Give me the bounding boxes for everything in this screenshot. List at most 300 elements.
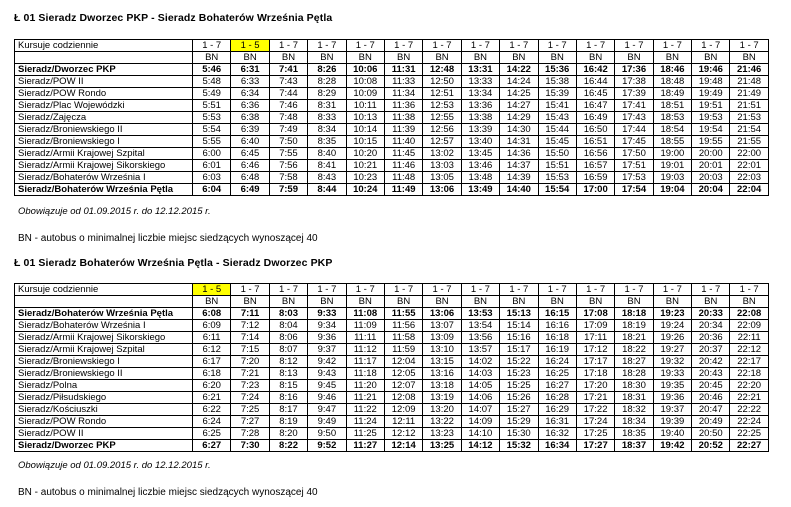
departure-time: 16:24	[538, 356, 576, 368]
departure-time: 15:53	[538, 172, 576, 184]
route2-legend: BN - autobus o minimalnej liczbie miejsc siedzących wynoszącej 40	[18, 487, 318, 498]
departure-time: 17:36	[615, 64, 653, 76]
departure-time: 14:27	[500, 100, 538, 112]
departure-time: 18:46	[653, 64, 691, 76]
departure-time: 15:23	[500, 368, 538, 380]
departure-time: 6:27	[193, 440, 231, 452]
departure-time: 5:54	[193, 124, 231, 136]
departure-time: 19:48	[692, 76, 730, 88]
day-type-cell: 1 - 7	[461, 284, 499, 296]
departure-time: 13:23	[423, 428, 461, 440]
departure-time: 13:03	[423, 160, 461, 172]
departure-time: 6:34	[231, 88, 269, 100]
departure-time: 21:55	[730, 136, 768, 148]
day-type-cell: 1 - 7	[653, 284, 691, 296]
departure-time: 11:45	[384, 148, 422, 160]
departure-time: 7:11	[231, 308, 269, 320]
departure-time: 18:18	[615, 308, 653, 320]
departure-time: 18:51	[653, 100, 691, 112]
stop-row	[15, 124, 769, 136]
stop-row	[15, 344, 769, 356]
stop-name: Sieradz/POW II	[15, 428, 193, 440]
departure-time: 18:22	[615, 344, 653, 356]
departure-time: 22:11	[730, 332, 768, 344]
departure-time: 22:24	[730, 416, 768, 428]
departure-time: 14:05	[461, 380, 499, 392]
departure-time: 19:35	[653, 380, 691, 392]
kursy-label: Kursuje codziennie	[15, 40, 193, 52]
bus-type-cell: BN	[461, 52, 499, 64]
bus-type-cell: BN	[576, 52, 614, 64]
departure-time: 20:37	[692, 344, 730, 356]
departure-time: 19:32	[653, 356, 691, 368]
departure-time: 14:30	[500, 124, 538, 136]
departure-time: 6:09	[193, 320, 231, 332]
departure-time: 11:39	[384, 124, 422, 136]
departure-time: 13:38	[461, 112, 499, 124]
stop-row	[15, 320, 769, 332]
departure-time: 11:20	[346, 380, 384, 392]
departure-time: 8:15	[269, 380, 307, 392]
departure-time: 7:25	[231, 404, 269, 416]
departure-time: 17:41	[615, 100, 653, 112]
departure-time: 21:53	[730, 112, 768, 124]
departure-time: 15:29	[500, 416, 538, 428]
bus-type-cell: BN	[231, 52, 269, 64]
departure-time: 16:31	[538, 416, 576, 428]
departure-time: 17:12	[576, 344, 614, 356]
departure-time: 8:03	[269, 308, 307, 320]
departure-time: 22:27	[730, 440, 768, 452]
departure-time: 10:06	[346, 64, 384, 76]
departure-time: 19:04	[653, 184, 691, 196]
departure-time: 14:25	[500, 88, 538, 100]
departure-time: 5:46	[193, 64, 231, 76]
day-type-cell: 1 - 7	[308, 284, 346, 296]
departure-time: 5:53	[193, 112, 231, 124]
bus-type-cell: BN	[576, 296, 614, 308]
departure-time: 17:44	[615, 124, 653, 136]
departure-time: 14:36	[500, 148, 538, 160]
day-type-cell: 1 - 7	[269, 284, 307, 296]
departure-time: 16:51	[576, 136, 614, 148]
day-type-cell: 1 - 7	[730, 284, 768, 296]
departure-time: 15:39	[538, 88, 576, 100]
day-type-cell: 1 - 7	[269, 40, 307, 52]
departure-time: 14:09	[461, 416, 499, 428]
departure-time: 13:25	[423, 440, 461, 452]
route1-title: Ł 01 Sieradz Dworzec PKP - Sieradz Bohaterów Września Pętla	[14, 12, 333, 24]
departure-time: 17:08	[576, 308, 614, 320]
departure-time: 11:17	[346, 356, 384, 368]
departure-time: 18:28	[615, 368, 653, 380]
departure-time: 15:16	[500, 332, 538, 344]
departure-time: 11:38	[384, 112, 422, 124]
bus-type-cell: BN	[730, 296, 768, 308]
departure-time: 18:55	[653, 136, 691, 148]
departure-time: 19:42	[653, 440, 691, 452]
departure-time: 17:25	[576, 428, 614, 440]
departure-time: 11:55	[384, 308, 422, 320]
departure-time: 5:55	[193, 136, 231, 148]
stop-row	[15, 368, 769, 380]
departure-time: 18:21	[615, 332, 653, 344]
stop-row	[15, 332, 769, 344]
departure-time: 6:21	[193, 392, 231, 404]
departure-time: 13:34	[461, 88, 499, 100]
departure-time: 6:45	[231, 148, 269, 160]
departure-time: 12:11	[384, 416, 422, 428]
departure-time: 6:36	[231, 100, 269, 112]
departure-time: 18:49	[653, 88, 691, 100]
departure-time: 16:45	[576, 88, 614, 100]
departure-time: 17:27	[576, 440, 614, 452]
departure-time: 11:58	[384, 332, 422, 344]
departure-time: 9:34	[308, 320, 346, 332]
day-type-cell: 1 - 5	[193, 284, 231, 296]
departure-time: 7:44	[269, 88, 307, 100]
day-type-cell: 1 - 7	[538, 284, 576, 296]
stop-name: Sieradz/POW II	[15, 76, 193, 88]
departure-time: 13:10	[423, 344, 461, 356]
bus-type-cell: BN	[193, 52, 231, 64]
departure-time: 22:17	[730, 356, 768, 368]
departure-time: 17:09	[576, 320, 614, 332]
day-type-cell: 1 - 7	[692, 40, 730, 52]
departure-time: 18:31	[615, 392, 653, 404]
departure-time: 19:23	[653, 308, 691, 320]
departure-time: 15:17	[500, 344, 538, 356]
departure-time: 12:51	[423, 88, 461, 100]
departure-time: 19:00	[653, 148, 691, 160]
departure-time: 15:14	[500, 320, 538, 332]
departure-time: 20:47	[692, 404, 730, 416]
departure-time: 6:25	[193, 428, 231, 440]
stop-name: Sieradz/Bohaterów Września I	[15, 172, 193, 184]
departure-time: 11:12	[346, 344, 384, 356]
departure-time: 12:04	[384, 356, 422, 368]
day-type-cell: 1 - 7	[576, 284, 614, 296]
departure-time: 22:03	[730, 172, 768, 184]
departure-time: 18:54	[653, 124, 691, 136]
stop-row	[15, 308, 769, 320]
departure-time: 8:13	[269, 368, 307, 380]
departure-time: 7:43	[269, 76, 307, 88]
departure-time: 15:13	[500, 308, 538, 320]
departure-time: 13:33	[461, 76, 499, 88]
departure-time: 22:09	[730, 320, 768, 332]
departure-time: 5:49	[193, 88, 231, 100]
departure-time: 19:54	[692, 124, 730, 136]
departure-time: 11:09	[346, 320, 384, 332]
departure-time: 12:07	[384, 380, 422, 392]
day-type-cell: 1 - 5	[231, 40, 269, 52]
departure-time: 8:04	[269, 320, 307, 332]
departure-time: 19:33	[653, 368, 691, 380]
departure-time: 19:55	[692, 136, 730, 148]
departure-time: 9:52	[308, 440, 346, 452]
departure-time: 11:56	[384, 320, 422, 332]
day-type-cell: 1 - 7	[346, 40, 384, 52]
departure-time: 13:56	[461, 332, 499, 344]
departure-time: 5:51	[193, 100, 231, 112]
departure-time: 13:40	[461, 136, 499, 148]
stop-name: Sieradz/Armii Krajowej Szpital	[15, 148, 193, 160]
departure-time: 6:20	[193, 380, 231, 392]
day-type-cell: 1 - 7	[384, 40, 422, 52]
departure-time: 11:27	[346, 440, 384, 452]
departure-time: 15:36	[538, 64, 576, 76]
departure-time: 21:49	[730, 88, 768, 100]
departure-time: 14:24	[500, 76, 538, 88]
bus-type-cell: BN	[269, 296, 307, 308]
departure-time: 9:37	[308, 344, 346, 356]
departure-time: 16:50	[576, 124, 614, 136]
bus-type-cell: BN	[730, 52, 768, 64]
route1-timetable	[14, 39, 769, 196]
departure-time: 13:22	[423, 416, 461, 428]
departure-time: 16:34	[538, 440, 576, 452]
departure-time: 7:24	[231, 392, 269, 404]
departure-time: 8:43	[308, 172, 346, 184]
departure-time: 17:24	[576, 416, 614, 428]
departure-time: 22:12	[730, 344, 768, 356]
departure-time: 13:31	[461, 64, 499, 76]
departure-time: 18:37	[615, 440, 653, 452]
departure-time: 18:30	[615, 380, 653, 392]
bus-type-row	[15, 52, 769, 64]
departure-time: 6:49	[231, 184, 269, 196]
departure-time: 17:50	[615, 148, 653, 160]
departure-time: 19:49	[692, 88, 730, 100]
stop-name: Sieradz/POW Rondo	[15, 88, 193, 100]
departure-time: 18:27	[615, 356, 653, 368]
bus-type-cell: BN	[692, 296, 730, 308]
departure-time: 13:16	[423, 368, 461, 380]
departure-time: 6:03	[193, 172, 231, 184]
departure-time: 6:39	[231, 124, 269, 136]
stop-row	[15, 392, 769, 404]
departure-time: 10:15	[346, 136, 384, 148]
departure-time: 17:17	[576, 356, 614, 368]
departure-time: 9:49	[308, 416, 346, 428]
departure-time: 6:22	[193, 404, 231, 416]
departure-time: 7:50	[269, 136, 307, 148]
departure-time: 7:30	[231, 440, 269, 452]
departure-time: 11:31	[384, 64, 422, 76]
departure-time: 7:28	[231, 428, 269, 440]
bus-type-cell: BN	[423, 296, 461, 308]
stop-name: Sieradz/Kościuszki	[15, 404, 193, 416]
day-type-cell: 1 - 7	[384, 284, 422, 296]
departure-time: 13:54	[461, 320, 499, 332]
departure-time: 12:50	[423, 76, 461, 88]
departure-time: 13:49	[461, 184, 499, 196]
departure-time: 16:19	[538, 344, 576, 356]
route2-timetable	[14, 283, 769, 452]
days-header-row	[15, 40, 769, 52]
departure-time: 21:48	[730, 76, 768, 88]
departure-time: 10:09	[346, 88, 384, 100]
departure-time: 18:32	[615, 404, 653, 416]
departure-time: 8:20	[269, 428, 307, 440]
departure-time: 12:57	[423, 136, 461, 148]
day-type-cell: 1 - 7	[615, 284, 653, 296]
departure-time: 8:40	[308, 148, 346, 160]
departure-time: 19:51	[692, 100, 730, 112]
stop-row	[15, 404, 769, 416]
departure-time: 6:18	[193, 368, 231, 380]
departure-time: 12:09	[384, 404, 422, 416]
departure-time: 11:48	[384, 172, 422, 184]
departure-time: 6:46	[231, 160, 269, 172]
departure-time: 16:25	[538, 368, 576, 380]
departure-time: 13:20	[423, 404, 461, 416]
departure-time: 16:57	[576, 160, 614, 172]
departure-time: 11:36	[384, 100, 422, 112]
departure-time: 16:56	[576, 148, 614, 160]
departure-time: 14:40	[500, 184, 538, 196]
departure-time: 13:45	[461, 148, 499, 160]
departure-time: 13:09	[423, 332, 461, 344]
departure-time: 11:25	[346, 428, 384, 440]
departure-time: 14:07	[461, 404, 499, 416]
stop-name: Sieradz/Piłsudskiego	[15, 392, 193, 404]
stop-row	[15, 172, 769, 184]
departure-time: 7:21	[231, 368, 269, 380]
departure-time: 10:21	[346, 160, 384, 172]
departure-time: 18:34	[615, 416, 653, 428]
departure-time: 13:06	[423, 308, 461, 320]
stop-name: Sieradz/Dworzec PKP	[15, 64, 193, 76]
departure-time: 14:22	[500, 64, 538, 76]
departure-time: 9:36	[308, 332, 346, 344]
day-type-cell: 1 - 7	[423, 40, 461, 52]
departure-time: 8:34	[308, 124, 346, 136]
departure-time: 20:04	[692, 184, 730, 196]
departure-time: 6:12	[193, 344, 231, 356]
stop-name: Sieradz/Broniewskiego I	[15, 356, 193, 368]
bus-type-cell: BN	[615, 52, 653, 64]
departure-time: 7:41	[269, 64, 307, 76]
departure-time: 6:40	[231, 136, 269, 148]
stop-row	[15, 88, 769, 100]
day-type-cell: 1 - 7	[423, 284, 461, 296]
bus-type-cell: BN	[308, 52, 346, 64]
departure-time: 21:54	[730, 124, 768, 136]
departure-time: 19:03	[653, 172, 691, 184]
departure-time: 15:26	[500, 392, 538, 404]
stop-row	[15, 148, 769, 160]
day-type-cell: 1 - 7	[576, 40, 614, 52]
departure-time: 16:15	[538, 308, 576, 320]
departure-time: 9:47	[308, 404, 346, 416]
departure-time: 11:22	[346, 404, 384, 416]
stop-name: Sieradz/Armii Krajowej Sikorskiego	[15, 332, 193, 344]
departure-time: 6:08	[193, 308, 231, 320]
stop-row	[15, 112, 769, 124]
departure-time: 16:44	[576, 76, 614, 88]
bus-type-cell: BN	[384, 52, 422, 64]
bus-type-cell: BN	[231, 296, 269, 308]
departure-time: 21:46	[730, 64, 768, 76]
departure-time: 15:43	[538, 112, 576, 124]
departure-time: 10:23	[346, 172, 384, 184]
departure-time: 20:49	[692, 416, 730, 428]
departure-time: 19:27	[653, 344, 691, 356]
bus-type-cell: BN	[269, 52, 307, 64]
bus-type-cell: BN	[346, 296, 384, 308]
bus-type-cell: BN	[461, 296, 499, 308]
departure-time: 8:07	[269, 344, 307, 356]
departure-time: 20:46	[692, 392, 730, 404]
departure-time: 12:05	[384, 368, 422, 380]
route2-validity-note: Obowiązuje od 01.09.2015 r. do 12.12.2015 r.	[18, 460, 211, 471]
bus-type-row	[15, 296, 769, 308]
departure-time: 22:08	[730, 308, 768, 320]
departure-time: 20:52	[692, 440, 730, 452]
departure-time: 14:39	[500, 172, 538, 184]
stop-name: Sieradz/Plac Wojewódzki	[15, 100, 193, 112]
bus-type-cell: BN	[423, 52, 461, 64]
departure-time: 22:18	[730, 368, 768, 380]
departure-time: 17:21	[576, 392, 614, 404]
departure-time: 19:39	[653, 416, 691, 428]
stop-row	[15, 136, 769, 148]
departure-time: 7:14	[231, 332, 269, 344]
departure-time: 10:08	[346, 76, 384, 88]
departure-time: 7:56	[269, 160, 307, 172]
route1-legend: BN - autobus o minimalnej liczbie miejsc siedzących wynoszącej 40	[18, 233, 318, 244]
day-type-cell: 1 - 7	[308, 40, 346, 52]
departure-time: 18:19	[615, 320, 653, 332]
departure-time: 20:03	[692, 172, 730, 184]
departure-time: 15:41	[538, 100, 576, 112]
bus-type-cell: BN	[500, 52, 538, 64]
departure-time: 17:53	[615, 172, 653, 184]
departure-time: 9:33	[308, 308, 346, 320]
departure-time: 16:32	[538, 428, 576, 440]
departure-time: 7:55	[269, 148, 307, 160]
departure-time: 8:33	[308, 112, 346, 124]
departure-time: 6:31	[231, 64, 269, 76]
departure-time: 17:00	[576, 184, 614, 196]
departure-time: 11:24	[346, 416, 384, 428]
departure-time: 12:56	[423, 124, 461, 136]
departure-time: 19:37	[653, 404, 691, 416]
departure-time: 20:00	[692, 148, 730, 160]
departure-time: 11:59	[384, 344, 422, 356]
departure-time: 19:01	[653, 160, 691, 172]
departure-time: 6:33	[231, 76, 269, 88]
departure-time: 13:48	[461, 172, 499, 184]
departure-time: 14:29	[500, 112, 538, 124]
departure-time: 14:06	[461, 392, 499, 404]
departure-time: 8:41	[308, 160, 346, 172]
departure-time: 6:11	[193, 332, 231, 344]
departure-time: 12:14	[384, 440, 422, 452]
stop-name: Sieradz/Bohaterów Września Pętla	[15, 184, 193, 196]
route1-validity-note: Obowiązuje od 01.09.2015 r. do 12.12.2015 r.	[18, 206, 211, 217]
departure-time: 17:43	[615, 112, 653, 124]
departure-time: 13:46	[461, 160, 499, 172]
departure-time: 22:04	[730, 184, 768, 196]
departure-time: 18:53	[653, 112, 691, 124]
departure-time: 22:22	[730, 404, 768, 416]
departure-time: 19:40	[653, 428, 691, 440]
departure-time: 6:04	[193, 184, 231, 196]
departure-time: 10:13	[346, 112, 384, 124]
